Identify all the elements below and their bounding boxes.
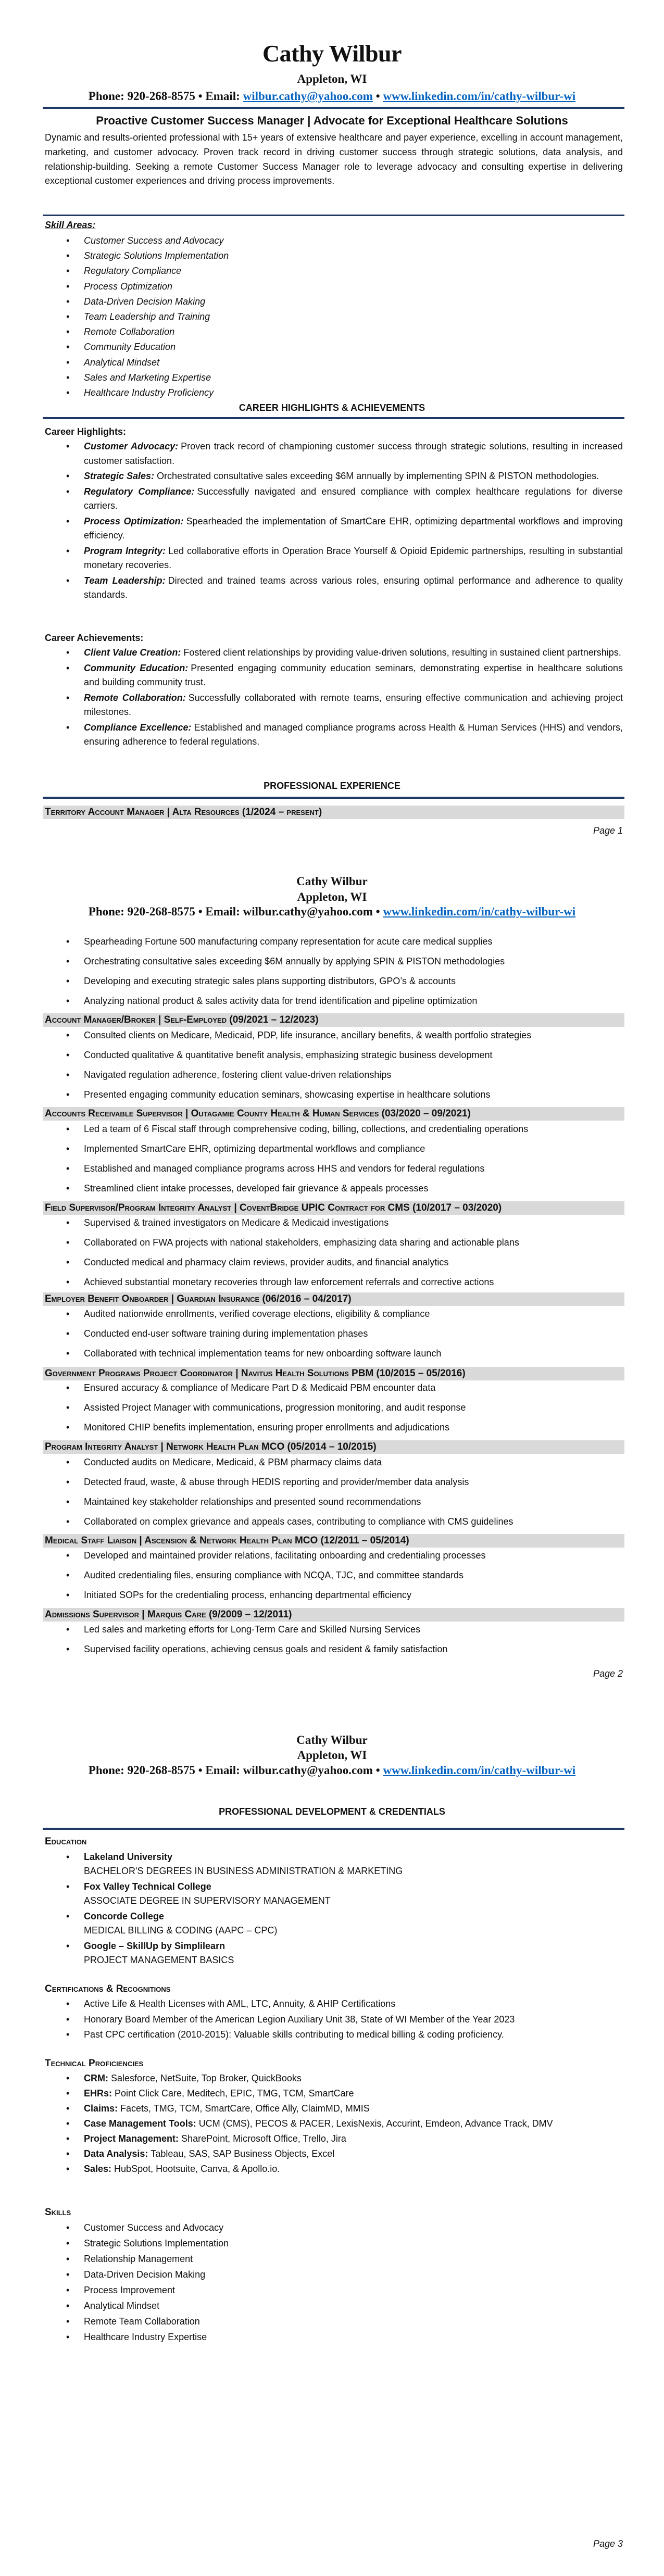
item-label: CRM: [84, 2073, 108, 2083]
job-bullet: • Collaborated on FWA projects with national stakeholders, emphasizing data sharing and actionable plans [84, 1233, 623, 1252]
technical-list [84, 2071, 623, 2177]
job-bullet: • Orchestrating consultative sales exceeding $6M annually by applying SPIN & PISTON methodologies [84, 951, 623, 971]
item-degree: MEDICAL BILLING & CODING (AAPC – CPC) [84, 1925, 278, 1936]
item-label: Client Value Creation: [84, 647, 181, 658]
skill-areas-label: Skill Areas: [45, 220, 96, 230]
job-bullet: • Monitored CHIP benefits implementation, ensuring proper enrollments and adjudications [84, 1417, 623, 1437]
job-bullets [84, 932, 623, 1011]
email-link[interactable]: wilbur.cathy@yahoo.com [243, 90, 373, 103]
job-bullet: • Ensured accuracy & compliance of Medicare Part D & Medicaid PBM encounter data [84, 1378, 623, 1398]
education-list [84, 1850, 623, 1969]
item-text: Salesforce, NetSuite, Top Broker, QuickBooks [111, 2073, 302, 2083]
job-bullet: • Presented engaging community education seminars, showcasing expertise in healthcare solutions [84, 1085, 623, 1104]
job-heading: Territory Account Manager | Alta Resources (1/2024 – present) [45, 807, 322, 818]
item-text: Directed and trained teams across various roles, ensuring optimal performance and adherence to quality standards. [84, 575, 623, 600]
item-label: Compliance Excellence: [84, 722, 192, 733]
item-school: • Concorde College [84, 1911, 165, 1921]
job-bullet: • Led sales and marketing efforts for Long-Term Care and Skilled Nursing Services [84, 1619, 623, 1639]
highlight-item [84, 485, 623, 513]
skills-list [84, 2220, 623, 2345]
skill-item: • Customer Success and Advocacy [84, 2220, 623, 2235]
job-heading: Account Manager/Broker | Self-Employed (09/2021 – 12/2023) [45, 1014, 319, 1025]
item-label: Regulatory Compliance: [84, 486, 195, 497]
skill-item: • Process Optimization [84, 279, 623, 294]
location: Appleton, WI [297, 890, 367, 903]
job-bullets [84, 1304, 623, 1363]
job-bullet: • Conducted audits on Medicare, Medicaid, & PBM pharmacy claims data [84, 1452, 623, 1472]
contact-separator: • [372, 1764, 383, 1777]
certifications-label: Certifications & Recognitions [45, 1983, 171, 1994]
divider [43, 417, 624, 419]
job-bullet: • Developing and executing strategic sales plans supporting distributors, GPO’s & accounts [84, 971, 623, 991]
item-degree: BACHELOR'S DEGREES IN BUSINESS ADMINISTRATION & MARKETING [84, 1866, 403, 1876]
headline: Proactive Customer Success Manager | Advocate for Exceptional Healthcare Solutions [96, 114, 568, 127]
highlight-item [84, 514, 623, 543]
skill-item: • Team Leadership and Training [84, 309, 623, 324]
item-label: Team Leadership: [84, 575, 166, 586]
job-bullet: • Audited nationwide enrollments, verified coverage elections, eligibility & compliance [84, 1304, 623, 1324]
job-bullets [84, 1378, 623, 1437]
job-bullet: • Developed and maintained provider relations, facilitating onboarding and credentialing processes [84, 1545, 623, 1565]
skill-areas-list [84, 233, 623, 400]
technical-item [84, 2147, 623, 2161]
linkedin-link[interactable]: www.linkedin.com/in/cathy-wilbur-wi [383, 1764, 576, 1777]
item-school: • Fox Valley Technical College [84, 1881, 211, 1892]
skill-item: • Regulatory Compliance [84, 263, 623, 279]
career-highlights-label: Career Highlights: [45, 426, 127, 437]
career-highlights-list [84, 439, 623, 604]
highlight-item [84, 574, 623, 602]
job-bullet: • Supervised facility operations, achieving census goals and resident & family satisfaction [84, 1639, 623, 1659]
achievement-item [84, 646, 623, 660]
page-number: Page 3 [593, 2539, 623, 2549]
job-bullet: • Consulted clients on Medicare, Medicaid, PDP, life insurance, ancillary benefits, & wealth portfolio strategies [84, 1025, 623, 1045]
job-bullet: • Established and managed compliance programs across HHS and vendors for federal regulations [84, 1159, 623, 1178]
highlight-item [84, 469, 623, 484]
job-bullet: • Implemented SmartCare EHR, optimizing departmental workflows and compliance [84, 1139, 623, 1159]
certification-item: • Active Life & Health Licenses with AML, LTC, Annuity, & AHIP Certifications [84, 1996, 623, 2012]
phone-label: Phone: 920-268-8575 • Email: [88, 905, 243, 918]
career-heading: CAREER HIGHLIGHTS & ACHIEVEMENTS [239, 403, 425, 413]
education-item [84, 1909, 623, 1938]
item-label: Case Management Tools: [84, 2118, 196, 2129]
job-heading: Program Integrity Analyst | Network Health Plan MCO (05/2014 – 10/2015) [45, 1441, 377, 1452]
skill-item: • Remote Collaboration [84, 324, 623, 340]
certifications-list [84, 1996, 623, 2043]
career-achievements-list [84, 646, 623, 750]
item-text: UCM (CMS), PECOS & PACER, LexisNexis, Accurint, Emdeon, Advance Track, DMV [198, 2118, 553, 2129]
item-label: Sales: [84, 2164, 112, 2174]
candidate-name: Cathy Wilbur [296, 875, 368, 888]
item-label: Community Education: [84, 662, 189, 673]
divider [43, 1828, 624, 1830]
email-text: wilbur.cathy@yahoo.com [243, 905, 373, 918]
item-text: HubSpot, Hootsuite, Canva, & Apollo.io. [114, 2164, 280, 2174]
credentials-heading: PROFESSIONAL DEVELOPMENT & CREDENTIALS [219, 1806, 445, 1817]
job-bullet: • Spearheading Fortune 500 manufacturing company representation for acute care medical supplies [84, 932, 623, 951]
contact-line [0, 1763, 664, 1778]
item-label: Claims: [84, 2103, 118, 2114]
job-bullets [84, 1025, 623, 1104]
certification-item: • Honorary Board Member of the American Legion Auxiliary Unit 38, State of WI Member of the Year 2023 [84, 2012, 623, 2028]
job-bullet: • Initiated SOPs for the credentialing process, enhancing departmental efficiency [84, 1585, 623, 1605]
item-school: • Lakeland University [84, 1852, 173, 1862]
technical-item [84, 2132, 623, 2146]
item-text: SharePoint, Microsoft Office, Trello, Jira [181, 2133, 346, 2144]
job-bullet: • Supervised & trained investigators on Medicare & Medicaid investigations [84, 1213, 623, 1233]
job-heading: Employer Benefit Onboarder | Guardian Insurance (06/2016 – 04/2017) [45, 1293, 352, 1304]
job-heading: Admissions Supervisor | Marquis Care (9/2009 – 12/2011) [45, 1609, 292, 1620]
phone-label: Phone: 920-268-8575 • Email: [88, 90, 243, 103]
job-bullet: • Assisted Project Manager with communications, progression monitoring, and audit response [84, 1398, 623, 1417]
summary: Dynamic and results-oriented professional with 15+ years of extensive healthcare and payer experience, excelling in account management, marketing, and customer advocacy. Proven track record in driving customer success through strategic solutions, data analysis, and relationship-building. Seeking a remote Customer Success Manager role to leverage advocacy and consulting expertise in delivering exceptional customer experiences and driving process improvements. [45, 132, 623, 186]
achievement-item [84, 691, 623, 720]
page-3 [0, 1718, 664, 2576]
skill-item: • Analytical Mindset [84, 2298, 623, 2314]
contact-line [0, 904, 664, 919]
item-text: Proven track record of championing customer success through strategic solutions, resulting in increased customer satisfaction. [84, 441, 623, 466]
highlight-item [84, 544, 623, 573]
technical-item [84, 2071, 623, 2085]
education-item [84, 1850, 623, 1878]
technical-item [84, 2102, 623, 2116]
job-bullet: • Analyzing national product & sales activity data for trend identification and pipeline optimization [84, 991, 623, 1011]
skills-label: Skills [45, 2207, 71, 2218]
item-text: Orchestrated consultative sales exceeding $6M annually by implementing SPIN & PISTON methodologies. [157, 471, 599, 481]
career-achievements-label: Career Achievements: [45, 633, 144, 643]
achievement-item [84, 661, 623, 690]
education-item [84, 1939, 623, 1967]
item-text: Successfully collaborated with remote teams, ensuring effective communication and achieving project milestones. [84, 692, 623, 717]
contact-separator: • [372, 905, 383, 918]
divider [43, 107, 624, 109]
job-bullet: • Collaborated on complex grievance and appeals cases, contributing to compliance with CMS guidelines [84, 1512, 623, 1531]
item-label: Customer Advocacy: [84, 441, 179, 451]
job-bullet: • Led a team of 6 Fiscal staff through comprehensive coding, billing, collections, and credentialing operations [84, 1119, 623, 1139]
certification-item: • Past CPC certification (2010-2015): Valuable skills contributing to medical billing & coding proficiency. [84, 2027, 623, 2043]
item-text: Fostered client relationships by providing value-driven solutions, resulting in sustained client partnerships. [183, 647, 621, 658]
job-bullet: • Collaborated with technical implementation teams for new onboarding software launch [84, 1343, 623, 1363]
job-bullets [84, 1619, 623, 1659]
skill-item: • Healthcare Industry Expertise [84, 2329, 623, 2345]
education-label: Education [45, 1836, 87, 1847]
location: Appleton, WI [297, 1749, 367, 1762]
job-bullet: • Conducted medical and pharmacy claim reviews, provider audits, and financial analytics [84, 1252, 623, 1272]
achievement-item [84, 721, 623, 749]
contact-line [0, 89, 664, 104]
item-text: Spearheaded the implementation of SmartCare EHR, optimizing departmental workflows and improving efficiency. [84, 516, 623, 541]
technical-item [84, 2162, 623, 2176]
item-label: Strategic Sales: [84, 471, 155, 481]
page-1 [0, 0, 664, 849]
skill-item: • Customer Success and Advocacy [84, 233, 623, 248]
skill-item: • Data-Driven Decision Making [84, 294, 623, 309]
location: Appleton, WI [297, 72, 367, 85]
job-heading: Field Supervisor/Program Integrity Analyst | CoventBridge UPIC Contract for CMS (10/2017 – 03/2020) [45, 1202, 502, 1213]
skill-item: • Analytical Mindset [84, 355, 623, 370]
page-number: Page 2 [593, 1668, 623, 1679]
item-text: Presented engaging community education seminars, demonstrating expertise in healthcare solutions and building community trust. [84, 662, 623, 687]
skill-item: • Relationship Management [84, 2251, 623, 2267]
highlight-item [84, 439, 623, 468]
page-2 [0, 849, 664, 1718]
item-text: Established and managed compliance programs across Health & Human Services (HHS) and vendors, ensuring adherence to federal regulations. [84, 722, 623, 747]
experience-heading: PROFESSIONAL EXPERIENCE [264, 781, 400, 791]
linkedin-link[interactable]: www.linkedin.com/in/cathy-wilbur-wi [383, 905, 576, 918]
item-text: Point Click Care, Meditech, EPIC, TMG, TCM, SmartCare [115, 2088, 354, 2099]
item-label: Remote Collaboration: [84, 692, 186, 703]
item-text: Led collaborative efforts in Operation Brace Yourself & Opioid Epidemic partnerships, resulting in substantial monetary recoveries. [84, 545, 623, 570]
skill-item: • Community Education [84, 340, 623, 355]
item-degree: PROJECT MANAGEMENT BASICS [84, 1955, 234, 1965]
skill-item: • Strategic Solutions Implementation [84, 2235, 623, 2251]
job-bullet: • Conducted end-user software training during implementation phases [84, 1324, 623, 1343]
item-degree: ASSOCIATE DEGREE IN SUPERVISORY MANAGEMENT [84, 1895, 331, 1906]
item-text: Tableau, SAS, SAP Business Objects, Excel [151, 2148, 335, 2159]
job-bullet: • Maintained key stakeholder relationships and presented sound recommendations [84, 1492, 623, 1512]
skill-item: • Data-Driven Decision Making [84, 2267, 623, 2282]
candidate-name: Cathy Wilbur [296, 1733, 368, 1746]
job-bullet: • Achieved substantial monetary recoveries through law enforcement referrals and corrective actions [84, 1272, 623, 1292]
item-text: Facets, TMG, TCM, SmartCare, Office Ally, ClaimMD, MMIS [120, 2103, 370, 2114]
technical-item [84, 2117, 623, 2131]
linkedin-link[interactable]: www.linkedin.com/in/cathy-wilbur-wi [383, 90, 576, 103]
item-label: Data Analysis: [84, 2148, 148, 2159]
phone-label: Phone: 920-268-8575 • Email: [88, 1764, 243, 1777]
job-bullet: • Audited credentialing files, ensuring compliance with NCQA, TJC, and committee standards [84, 1565, 623, 1585]
item-label: Program Integrity: [84, 545, 166, 556]
job-bullet: • Conducted qualitative & quantitative benefit analysis, emphasizing strategic business development [84, 1045, 623, 1065]
skill-item: • Sales and Marketing Expertise [84, 370, 623, 385]
item-label: Project Management: [84, 2133, 179, 2144]
email-text: wilbur.cathy@yahoo.com [243, 1764, 373, 1777]
item-school: • Google – SkillUp by Simplilearn [84, 1941, 225, 1951]
contact-separator: • [372, 90, 383, 103]
job-bullets [84, 1213, 623, 1292]
item-label: EHRs: [84, 2088, 112, 2099]
job-bullet: • Streamlined client intake processes, developed fair grievance & appeals processes [84, 1178, 623, 1198]
job-bullets [84, 1119, 623, 1198]
skill-item: • Process Improvement [84, 2282, 623, 2298]
job-bullets [84, 1452, 623, 1531]
job-bullet: • Navigated regulation adherence, fostering client value-driven relationships [84, 1065, 623, 1085]
divider [43, 215, 624, 216]
job-heading: Government Programs Project Coordinator | Navitus Health Solutions PBM (10/2015 – 05/2016) [45, 1368, 466, 1379]
item-label: Process Optimization: [84, 516, 184, 526]
education-item [84, 1880, 623, 1908]
technical-label: Technical Proficiencies [45, 2058, 144, 2069]
skill-item: • Healthcare Industry Proficiency [84, 385, 623, 400]
job-heading-bar [43, 806, 624, 819]
divider [43, 797, 624, 799]
technical-item [84, 2087, 623, 2101]
skill-item: • Strategic Solutions Implementation [84, 248, 623, 263]
job-heading: Accounts Receivable Supervisor | Outagamie County Health & Human Services (03/2020 – 09/2021) [45, 1108, 471, 1119]
job-heading: Medical Staff Liaison | Ascension & Network Health Plan MCO (12/2011 – 05/2014) [45, 1535, 409, 1546]
job-bullets [84, 1545, 623, 1605]
candidate-name: Cathy Wilbur [262, 40, 402, 67]
page-number: Page 1 [593, 825, 623, 836]
item-text: Successfully navigated and ensured compliance with complex healthcare regulations for diverse carriers. [84, 486, 623, 511]
skill-item: • Remote Team Collaboration [84, 2314, 623, 2329]
job-bullet: • Detected fraud, waste, & abuse through HEDIS reporting and provider/member data analysis [84, 1472, 623, 1492]
